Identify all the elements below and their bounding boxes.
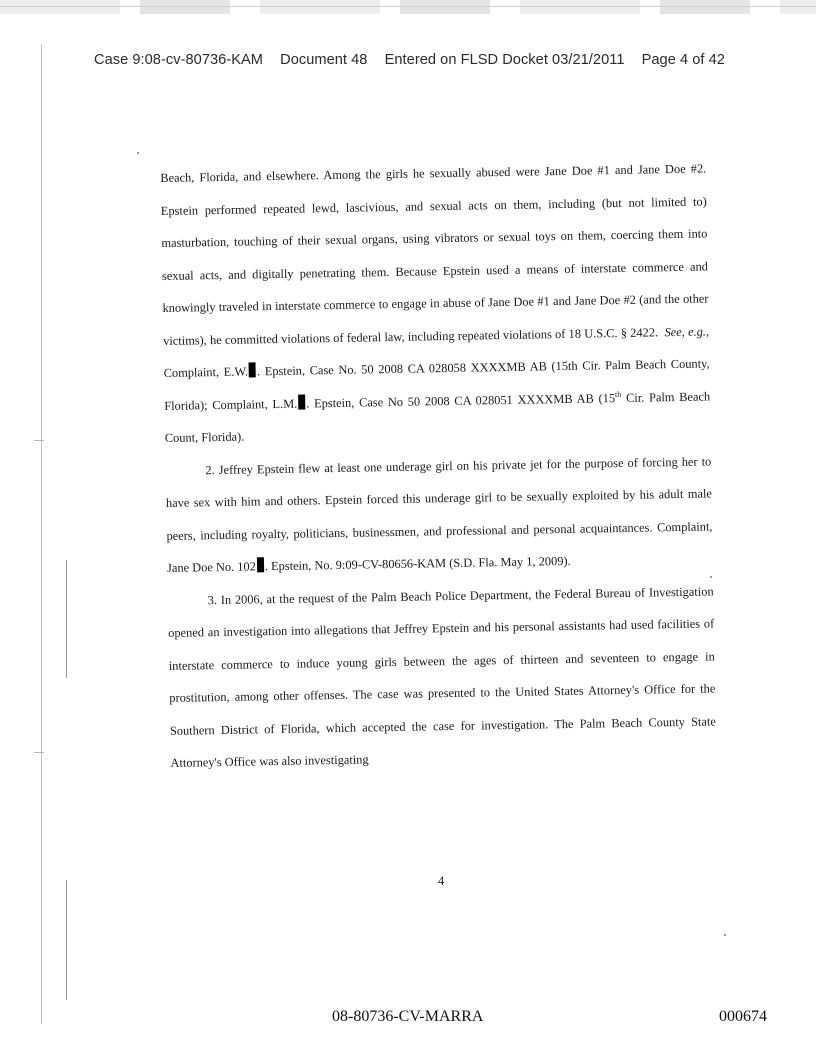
page-number: 4 [438, 874, 445, 888]
paragraph-3: 3. In 2006, at the request of the Palm Beach Police Department, the Federal Bureau of Investigation opened an investigation into allegations that Jeffrey Epstein and his personal assistants had used facilities of interstate commerce to induce young girls between the ages of thirteen and seventeen to engage in prostitution, among other offenses. The case was presented to the United States Attorney's Office for the Southern District of Florida, which accepted the case for investigation. The Palm Beach County State Attorney's Office was also investigating [168, 583, 716, 770]
bates-number: 000674 [719, 1008, 767, 1025]
citation-signal: See, e.g., [664, 323, 710, 339]
redaction-box [249, 362, 256, 377]
header-document-number: Document 48 [280, 52, 368, 68]
scan-margin-line [41, 44, 42, 1024]
scan-margin-mark [34, 440, 44, 441]
scan-speck [724, 934, 726, 936]
header-case-number: Case 9:08-cv-80736-KAM [94, 52, 264, 68]
footer-case-reference: 08-80736-CV-MARRA [332, 1008, 484, 1025]
redaction-box [257, 557, 264, 572]
scan-artifact-top [0, 0, 816, 14]
scan-margin-mark [66, 560, 67, 678]
paragraph-2: 2. Jeffrey Epstein flew at least one underage girl on his private jet for the purpose of forcing her to have sex with him and others. Epstein forced this underage girl to be sexually exploited by his adult male peers, including royalty, politicians, businessmen, and professional and personal acquaintances. Complaint, Jane Doe No. 102 . Epstein, No. 9:09-CV-80656-KAM (S.D. Fla. May 1, 2009). [165, 453, 713, 575]
header-entered-date: Entered on FLSD Docket 03/21/2011 [384, 52, 625, 68]
document-body [160, 152, 717, 779]
docket-header [94, 52, 754, 68]
scan-margin-mark [66, 880, 67, 1000]
scan-speck [137, 152, 139, 154]
paragraph-1-continuation: Beach, Florida, and elsewhere. Among the girls he sexually abused were Jane Doe #1 and Jane Doe #2. Epstein performed repeated lewd, lascivious, and sexual acts on them, including (but not limited to) masturbation, touching of their sexual organs, using vibrators or sexual toys on them, coercing them into sexual acts, and digitally penetrating them. Because Epstein used a means of interstate commerce and knowingly traveled in interstate commerce to engage in abuse of Jane Doe #1 and Jane Doe #2 (and the other victims), he committed violations of federal law, including repeated violations of 18 U.S.C. § 2422. See, e.g., Complaint, E.W. . Epstein, Case No. 50 2008 CA 028058 XXXXMB AB (15th Cir. Palm Beach County, Florida); Complaint, L.M. . Epstein, Case No 50 2008 CA 028051 XXXXMB AB (15th Cir. Palm Beach Count, Florida). [160, 161, 711, 445]
scan-margin-mark [34, 752, 44, 753]
redaction-box [298, 394, 305, 409]
header-page-count: Page 4 of 42 [641, 52, 725, 68]
